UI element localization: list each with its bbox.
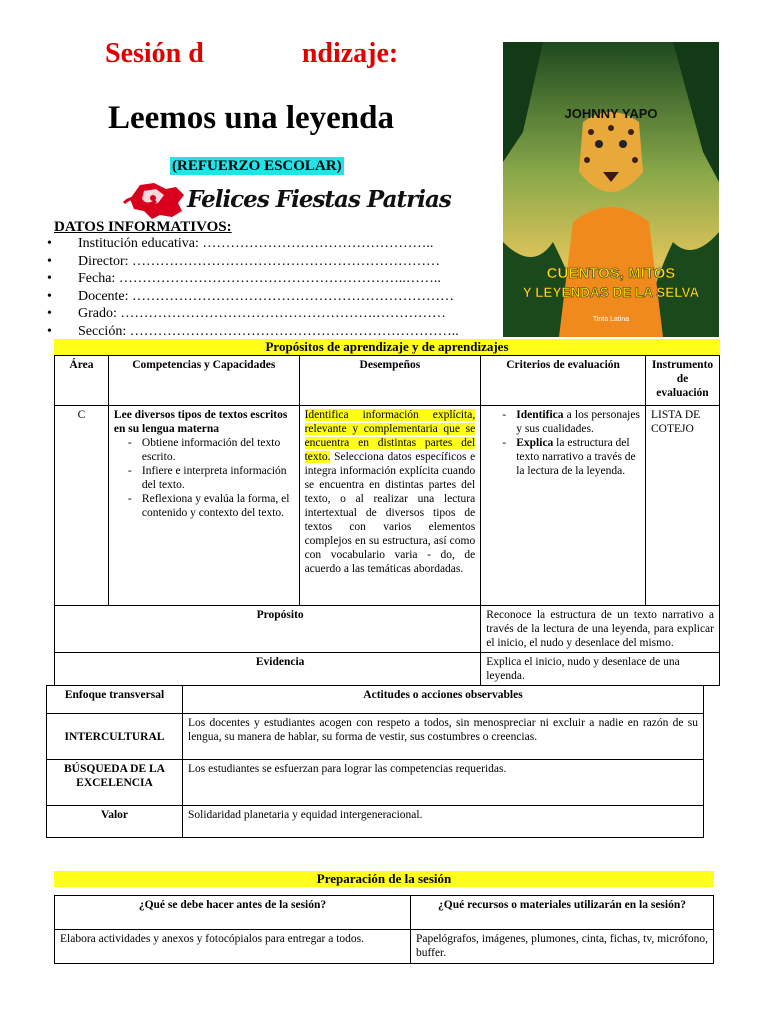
desempeno-text: Selecciona datos específicos e integra información explícita cuando se encuentra en distintas partes del texto, o al realizar una lectura intertextual de diversos tipos de textos con varios elementos complejos en su estructura, así como con vocabulario varia - do, de acuerdo a las temáticas abordadas. bbox=[304, 451, 476, 575]
datos-item: • Director: ………………………………………………………… bbox=[47, 253, 441, 269]
enfoque-text: Los docentes y estudiantes acogen con respeto a todos, sin menospreciar ni excluir a nadie en razón de su lengua, su manera de hablar, su forma de vestir, sus costumbres o creencias. bbox=[183, 714, 704, 760]
book-title-2: Y LEYENDAS DE LA SELVA bbox=[522, 285, 700, 300]
antes-text: Elabora actividades y anexos y fotocópialos para entregar a todos. bbox=[55, 930, 411, 964]
refuerzo-label: (REFUERZO ESCOLAR) bbox=[172, 158, 342, 174]
instrumento-cell: LISTA DE COTEJO bbox=[645, 406, 719, 606]
header-enfoque: Enfoque transversal bbox=[47, 686, 183, 714]
proposito-row bbox=[55, 606, 720, 653]
header-actitudes: Actitudes o acciones observables bbox=[183, 686, 704, 714]
table-row bbox=[47, 806, 704, 838]
page-title: Leemos una leyenda bbox=[108, 100, 395, 136]
valor-text: Solidaridad planetaria y equidad intergeneracional. bbox=[183, 806, 704, 838]
table-row bbox=[47, 714, 704, 760]
enfoque-label: BÚSQUEDA DE LA EXCELENCIA bbox=[47, 760, 183, 806]
datos-list bbox=[30, 235, 459, 340]
book-publisher: Tinta Latina bbox=[592, 316, 630, 323]
header-antes: ¿Qué se debe hacer antes de la sesión? bbox=[55, 896, 411, 930]
session-title-right: ndizaje: bbox=[301, 38, 399, 69]
book-cover-image bbox=[503, 42, 719, 337]
header-area: Área bbox=[55, 356, 109, 406]
enfoque-text: Los estudiantes se esfuerzan para lograr las competencias requeridas. bbox=[183, 760, 704, 806]
banner-text: Felices Fiestas Patrias bbox=[187, 186, 451, 213]
table-row bbox=[55, 930, 714, 964]
enfoque-label: INTERCULTURAL bbox=[47, 714, 183, 760]
header-recursos: ¿Qué recursos o materiales utilizarán en la sesión? bbox=[411, 896, 714, 930]
datos-item: • Fecha: ……………………………………………………..…….. bbox=[47, 271, 441, 286]
session-title-left: Sesión d bbox=[105, 38, 204, 69]
header-criterios: Criterios de evaluación bbox=[481, 356, 646, 406]
peru-map-icon bbox=[122, 181, 192, 221]
evidencia-row bbox=[55, 653, 720, 686]
desempeno-highlight: Identifica información explícita, relevante y complementaria que se encuentra en distintas partes del texto. bbox=[304, 409, 476, 463]
datos-item: • Docente: …………………………………………………………… bbox=[47, 288, 455, 304]
recursos-text: Papelógrafos, imágenes, plumones, cinta, fichas, tv, micrófono, buffer. bbox=[411, 930, 714, 964]
proposito-label: Propósito bbox=[55, 606, 481, 653]
datos-item: • Sección: …………………………………………………………….. bbox=[47, 323, 459, 339]
area-cell: C bbox=[55, 406, 109, 606]
propositos-bar: Propósitos de aprendizaje y de aprendizajes bbox=[54, 339, 720, 355]
valor-label: Valor bbox=[47, 806, 183, 838]
capacidad-item: - Reflexiona y evalúa la forma, el contenido y contexto del texto. bbox=[142, 492, 294, 520]
book-author: JOHNNY YAPO bbox=[564, 106, 658, 121]
propositos-table bbox=[54, 355, 720, 686]
table-header-row bbox=[55, 896, 714, 930]
enfoque-table bbox=[46, 685, 704, 838]
capacidad-item: - Infiere e interpreta información del texto. bbox=[142, 464, 294, 492]
datos-title: DATOS INFORMATIVOS: bbox=[54, 219, 232, 235]
capacidad-item: - Obtiene información del texto escrito. bbox=[142, 436, 294, 464]
evidencia-label: Evidencia bbox=[55, 653, 481, 686]
table-header-row bbox=[55, 356, 720, 406]
book-title-1: CUENTOS, MITOS bbox=[546, 265, 676, 282]
session-title bbox=[105, 38, 398, 70]
evidencia-text: Explica el inicio, nudo y desenlace de una leyenda. bbox=[481, 653, 720, 686]
header-competencias: Competencias y Capacidades bbox=[108, 356, 299, 406]
competencias-cell bbox=[108, 406, 299, 606]
table-row bbox=[55, 406, 720, 606]
preparacion-table bbox=[54, 895, 714, 964]
table-header-row bbox=[47, 686, 704, 714]
header-desempenos: Desempeños bbox=[299, 356, 481, 406]
table-row bbox=[47, 760, 704, 806]
proposito-text: Reconoce la estructura de un texto narrativo a través de la lectura de una leyenda, para explicar el inicio, el nudo y desenlace del mismo. bbox=[481, 606, 720, 653]
desempenos-cell bbox=[299, 406, 481, 606]
datos-item: • Grado: ……………………………………………….…………… bbox=[47, 306, 446, 321]
fiestas-patrias-banner bbox=[122, 181, 451, 221]
header-instrumento: Instrumento de evaluación bbox=[645, 356, 719, 406]
competencia-text: Lee diversos tipos de textos escritos en su lengua materna bbox=[113, 409, 288, 435]
preparacion-bar: Preparación de la sesión bbox=[54, 871, 714, 887]
datos-item: • Institución educativa: ………………………………………….. bbox=[47, 236, 434, 251]
criterios-cell: - Identifica a los personajes y sus cualidades. - Explica la estructura del texto narrativo a través de la lectura de la leyenda. bbox=[481, 406, 646, 606]
